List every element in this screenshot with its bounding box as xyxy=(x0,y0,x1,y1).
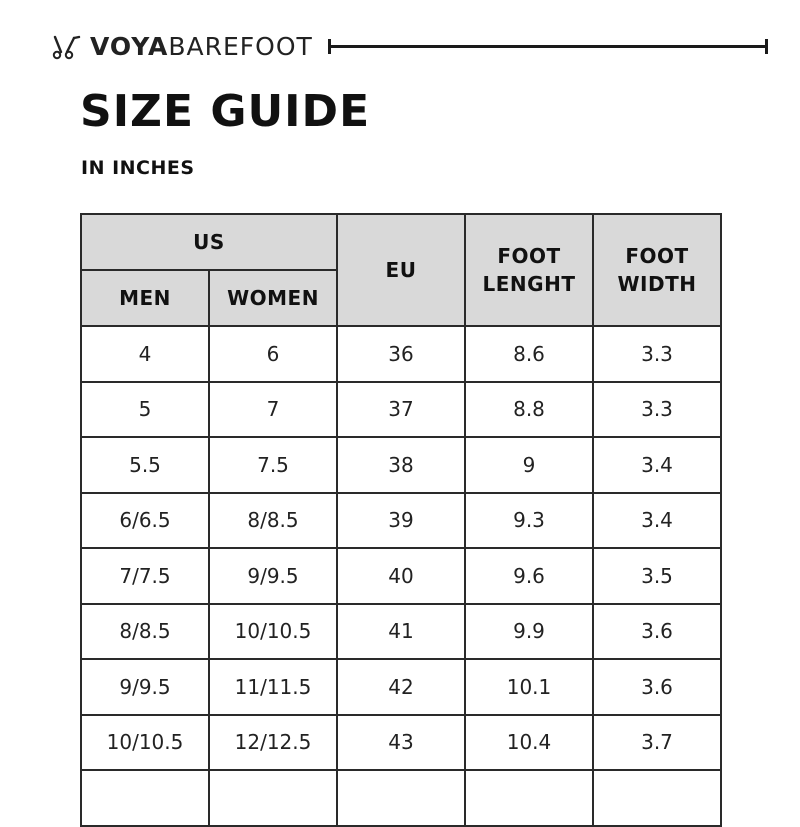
cell-women: 7 xyxy=(209,382,337,438)
cell-foot-width: 3.4 xyxy=(593,437,721,493)
cell-women: 7.5 xyxy=(209,437,337,493)
cell-foot-length: 10.4 xyxy=(465,715,593,771)
cell-men: 5.5 xyxy=(81,437,209,493)
brand-divider-line xyxy=(328,45,768,48)
cell-foot-width: 3.4 xyxy=(593,493,721,549)
cell-eu: 40 xyxy=(337,548,465,604)
cell-women xyxy=(209,770,337,826)
cell-foot-length: 9 xyxy=(465,437,593,493)
table-row xyxy=(81,382,721,438)
header-us: US xyxy=(81,214,337,270)
table-row xyxy=(81,493,721,549)
cell-foot-width: 3.5 xyxy=(593,548,721,604)
brand-name xyxy=(90,32,313,62)
cell-women: 11/11.5 xyxy=(209,659,337,715)
cell-eu: 39 xyxy=(337,493,465,549)
header-foot-width xyxy=(593,214,721,326)
cell-women: 12/12.5 xyxy=(209,715,337,771)
cell-men: 8/8.5 xyxy=(81,604,209,660)
page-title: SIZE GUIDE xyxy=(80,86,371,137)
size-table xyxy=(80,213,722,827)
cell-men: 5 xyxy=(81,382,209,438)
header-men: MEN xyxy=(81,270,209,326)
table-row xyxy=(81,548,721,604)
cell-foot-width: 3.3 xyxy=(593,382,721,438)
cell-foot-length: 8.8 xyxy=(465,382,593,438)
table-row xyxy=(81,659,721,715)
cell-women: 6 xyxy=(209,326,337,382)
cell-foot-length: 8.6 xyxy=(465,326,593,382)
cell-foot-length: 9.3 xyxy=(465,493,593,549)
table-row xyxy=(81,326,721,382)
cell-foot-length: 9.9 xyxy=(465,604,593,660)
cell-foot-width: 3.6 xyxy=(593,604,721,660)
table-row xyxy=(81,715,721,771)
header-foot-length-label: FOOT LENGHT xyxy=(482,244,576,296)
table-row xyxy=(81,604,721,660)
cell-men: 7/7.5 xyxy=(81,548,209,604)
cell-eu: 37 xyxy=(337,382,465,438)
cell-foot-width: 3.3 xyxy=(593,326,721,382)
cell-eu: 43 xyxy=(337,715,465,771)
cell-eu: 36 xyxy=(337,326,465,382)
brand-name-bold: VOYA xyxy=(90,32,169,61)
header-eu: EU xyxy=(337,214,465,326)
cell-eu xyxy=(337,770,465,826)
cell-foot-length xyxy=(465,770,593,826)
cell-women: 9/9.5 xyxy=(209,548,337,604)
cell-foot-width: 3.6 xyxy=(593,659,721,715)
cell-men: 10/10.5 xyxy=(81,715,209,771)
brand-name-light: BAREFOOT xyxy=(168,32,313,61)
cell-women: 10/10.5 xyxy=(209,604,337,660)
cell-men: 9/9.5 xyxy=(81,659,209,715)
cell-women: 8/8.5 xyxy=(209,493,337,549)
header-foot-length xyxy=(465,214,593,326)
cell-eu: 38 xyxy=(337,437,465,493)
table-row xyxy=(81,437,721,493)
cell-men xyxy=(81,770,209,826)
table-header-row xyxy=(81,214,721,270)
cell-foot-width: 3.7 xyxy=(593,715,721,771)
cell-men: 6/6.5 xyxy=(81,493,209,549)
cell-foot-width xyxy=(593,770,721,826)
brand-header xyxy=(52,30,772,64)
cell-foot-length: 9.6 xyxy=(465,548,593,604)
cell-eu: 41 xyxy=(337,604,465,660)
table-body xyxy=(81,326,721,826)
table-row xyxy=(81,770,721,826)
page-subtitle: IN INCHES xyxy=(81,157,195,179)
header-foot-width-label: FOOT WIDTH xyxy=(617,244,697,296)
cell-foot-length: 10.1 xyxy=(465,659,593,715)
cell-eu: 42 xyxy=(337,659,465,715)
cell-men: 4 xyxy=(81,326,209,382)
header-women: WOMEN xyxy=(209,270,337,326)
voya-logo-icon xyxy=(52,34,82,60)
